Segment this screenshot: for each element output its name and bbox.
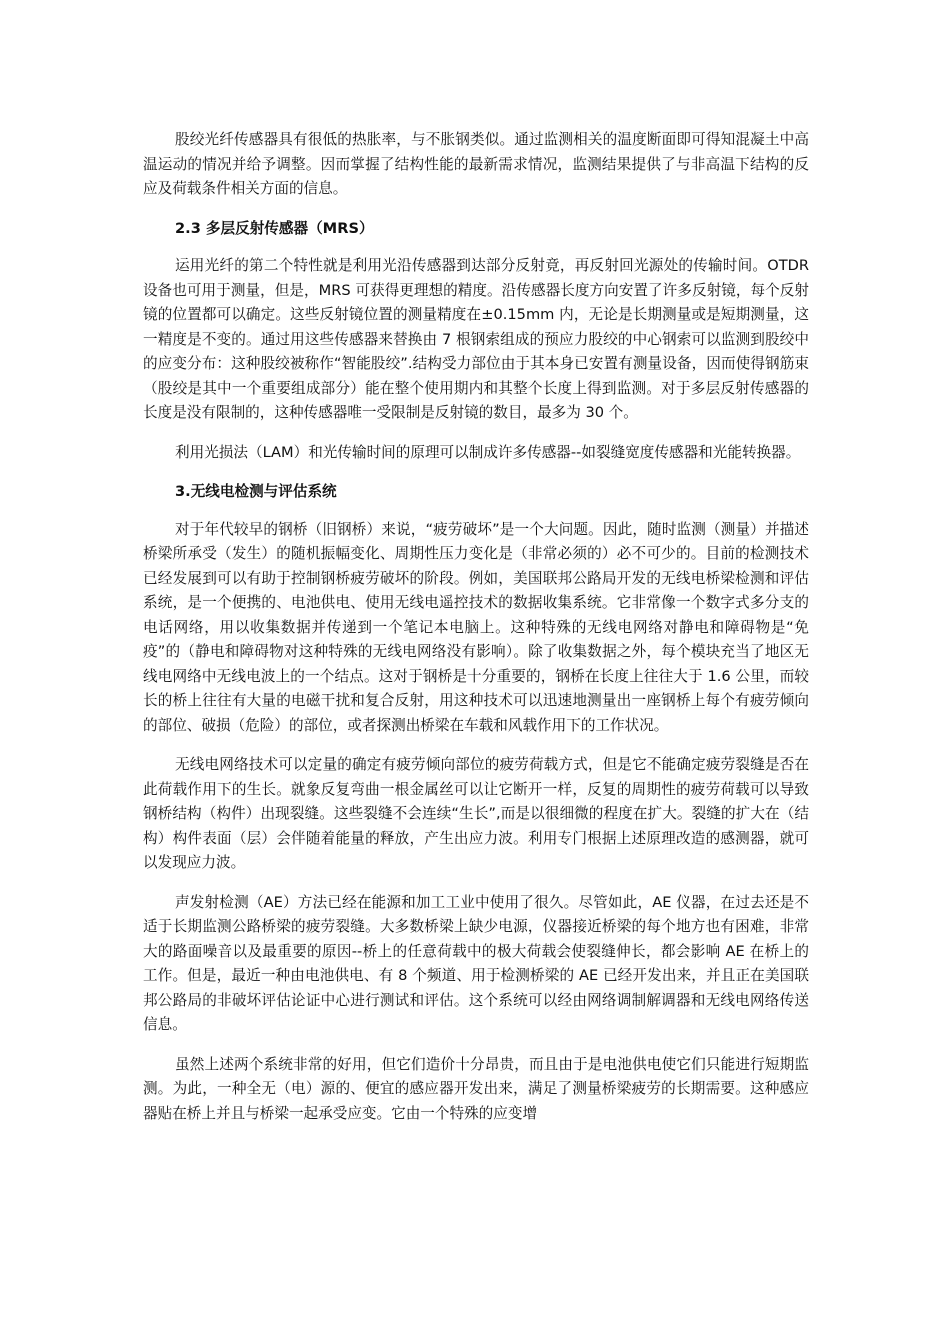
spacer <box>143 465 809 480</box>
spacer <box>143 426 809 441</box>
spacer <box>143 505 809 518</box>
spacer <box>143 738 809 753</box>
paragraph-lam-sensors: 利用光损法（LAM）和光传输时间的原理可以制成许多传感器--如裂缝宽度传感器和光能转换器。 <box>175 443 801 461</box>
paragraph-fatigue-radio-network: 对于年代较早的钢桥（旧钢桥）来说，“疲劳破坏”是一个大问题。因此，随时监测（测量）并描述桥梁所承受（发生）的随机振幅变化、周期性压力变化是（非常必须的）必不可少的。目前的检测技术已经发展到可以有助于控制钢桥疲劳破坏的阶段。例如，美国联邦公路局开发的无线电桥梁检测和评估系统，是一个便携的、电池供电、使用无线电遥控技术的数据收集系统。它非常像一个数字式多分支的电话网络，用以收集数据并传递到一个笔记本电脑上。这种特殊的无线电网络对静电和障碍物是“免疫”的（静电和障碍物对这种特殊的无线电网络没有影响）。除了收集数据之外，每个模块充当了地区无线电网络中无线电波上的一个结点。这对于钢桥是十分重要的，钢桥在长度上往往大于 1.6 公里，而较长的桥上往往有大量的电磁干扰和复合反射，用这种技术可以迅速地测量出一座钢桥上每个有疲劳倾向的部位、破损（危险）的部位，或者探测出桥梁在车载和风载作用下的工作状况。 <box>143 520 809 734</box>
document-body <box>143 128 809 1126</box>
spacer <box>143 1038 809 1053</box>
paragraph-crack-growth: 无线电网络技术可以定量的确定有疲劳倾向部位的疲劳荷载方式，但是它不能确定疲劳裂缝是否在此荷载作用下的生长。就象反复弯曲一根金属丝可以让它断开一样，反复的周期性的疲劳荷载可以导致钢桥结构（构件）出现裂缝。这些裂缝不会连续“生长”,而是以很细微的程度在扩大。裂缝的扩大在（结构）构件表面（层）会伴随着能量的释放，产生出应力波。利用专门根据上述原理改造的感测器，就可以发现应力波。 <box>143 756 809 871</box>
section-heading-2-3-mrs: 2.3 多层反射传感器（MRS） <box>175 219 374 237</box>
paragraph-passive-sensor: 虽然上述两个系统非常的好用，但它们造价十分昂贵，而且由于是电池供电使它们只能进行短期监测。为此，一种全无（电）源的、便宜的感应器开发出来，满足了测量桥梁疲劳的长期需要。这种感应器贴在桥上并且与桥梁一起承受应变。它由一个特殊的应变增 <box>143 1055 809 1122</box>
spacer <box>143 876 809 891</box>
spacer <box>143 241 809 254</box>
spacer <box>143 202 809 217</box>
paragraph-acoustic-emission: 声发射检测（AE）方法已经在能源和加工工业中使用了很久。尽管如此，AE 仪器，在过去还是不适于长期监测公路桥梁的疲劳裂缝。大多数桥梁上缺少电源，仪器接近桥梁的每个地方也有困难，非常大的路面噪音以及最重要的原因--桥上的任意荷载中的极大荷载会使裂缝伸长，都会影响 AE 在桥上的工作。但是，最近一种由电池供电、有 8 个频道、用于检测桥梁的 AE 已经开发出来，并且正在美国联邦公路局的非破坏评估论证中心进行测试和评估。这个系统可以经由网络调制解调器和无线电网络传送信息。 <box>143 893 809 1033</box>
paragraph-mrs-principle: 运用光纤的第二个特性就是利用光沿传感器到达部分反射竟，再反射回光源处的传输时间。OTDR 设备也可用于测量，但是，MRS 可获得更理想的精度。沿传感器长度方向安置了许多反射镜，每个反射镜的位置都可以确定。这些反射镜位置的测量精度在±0.15mm 内，无论是长期测量或是短期测量，这一精度是不变的。通过用这些传感器来替换由 7 根钢索组成的预应力股绞的中心钢索可以监测到股绞中的应变分布：这种股绞被称作“智能股绞”.结构受力部位由于其本身已安置有测量设备，因而使得钢筋束（股绞是其中一个重要组成部分）能在整个使用期内和其整个长度上得到监测。对于多层反射传感器的长度是没有限制的，这种传感器唯一受限制是反射镜的数目，最多为 30 个。 <box>143 257 809 421</box>
paragraph-strand-sensor-thermal: 股绞光纤传感器具有很低的热胀率，与不胀钢类似。通过监测相关的温度断面即可得知混凝土中高温运动的情况并给予调整。因而掌握了结构性能的最新需求情况，监测结果提供了与非高温下结构的反应及荷载条件相关方面的信息。 <box>143 131 809 197</box>
section-heading-3-radio-system: 3.无线电检测与评估系统 <box>175 483 337 500</box>
